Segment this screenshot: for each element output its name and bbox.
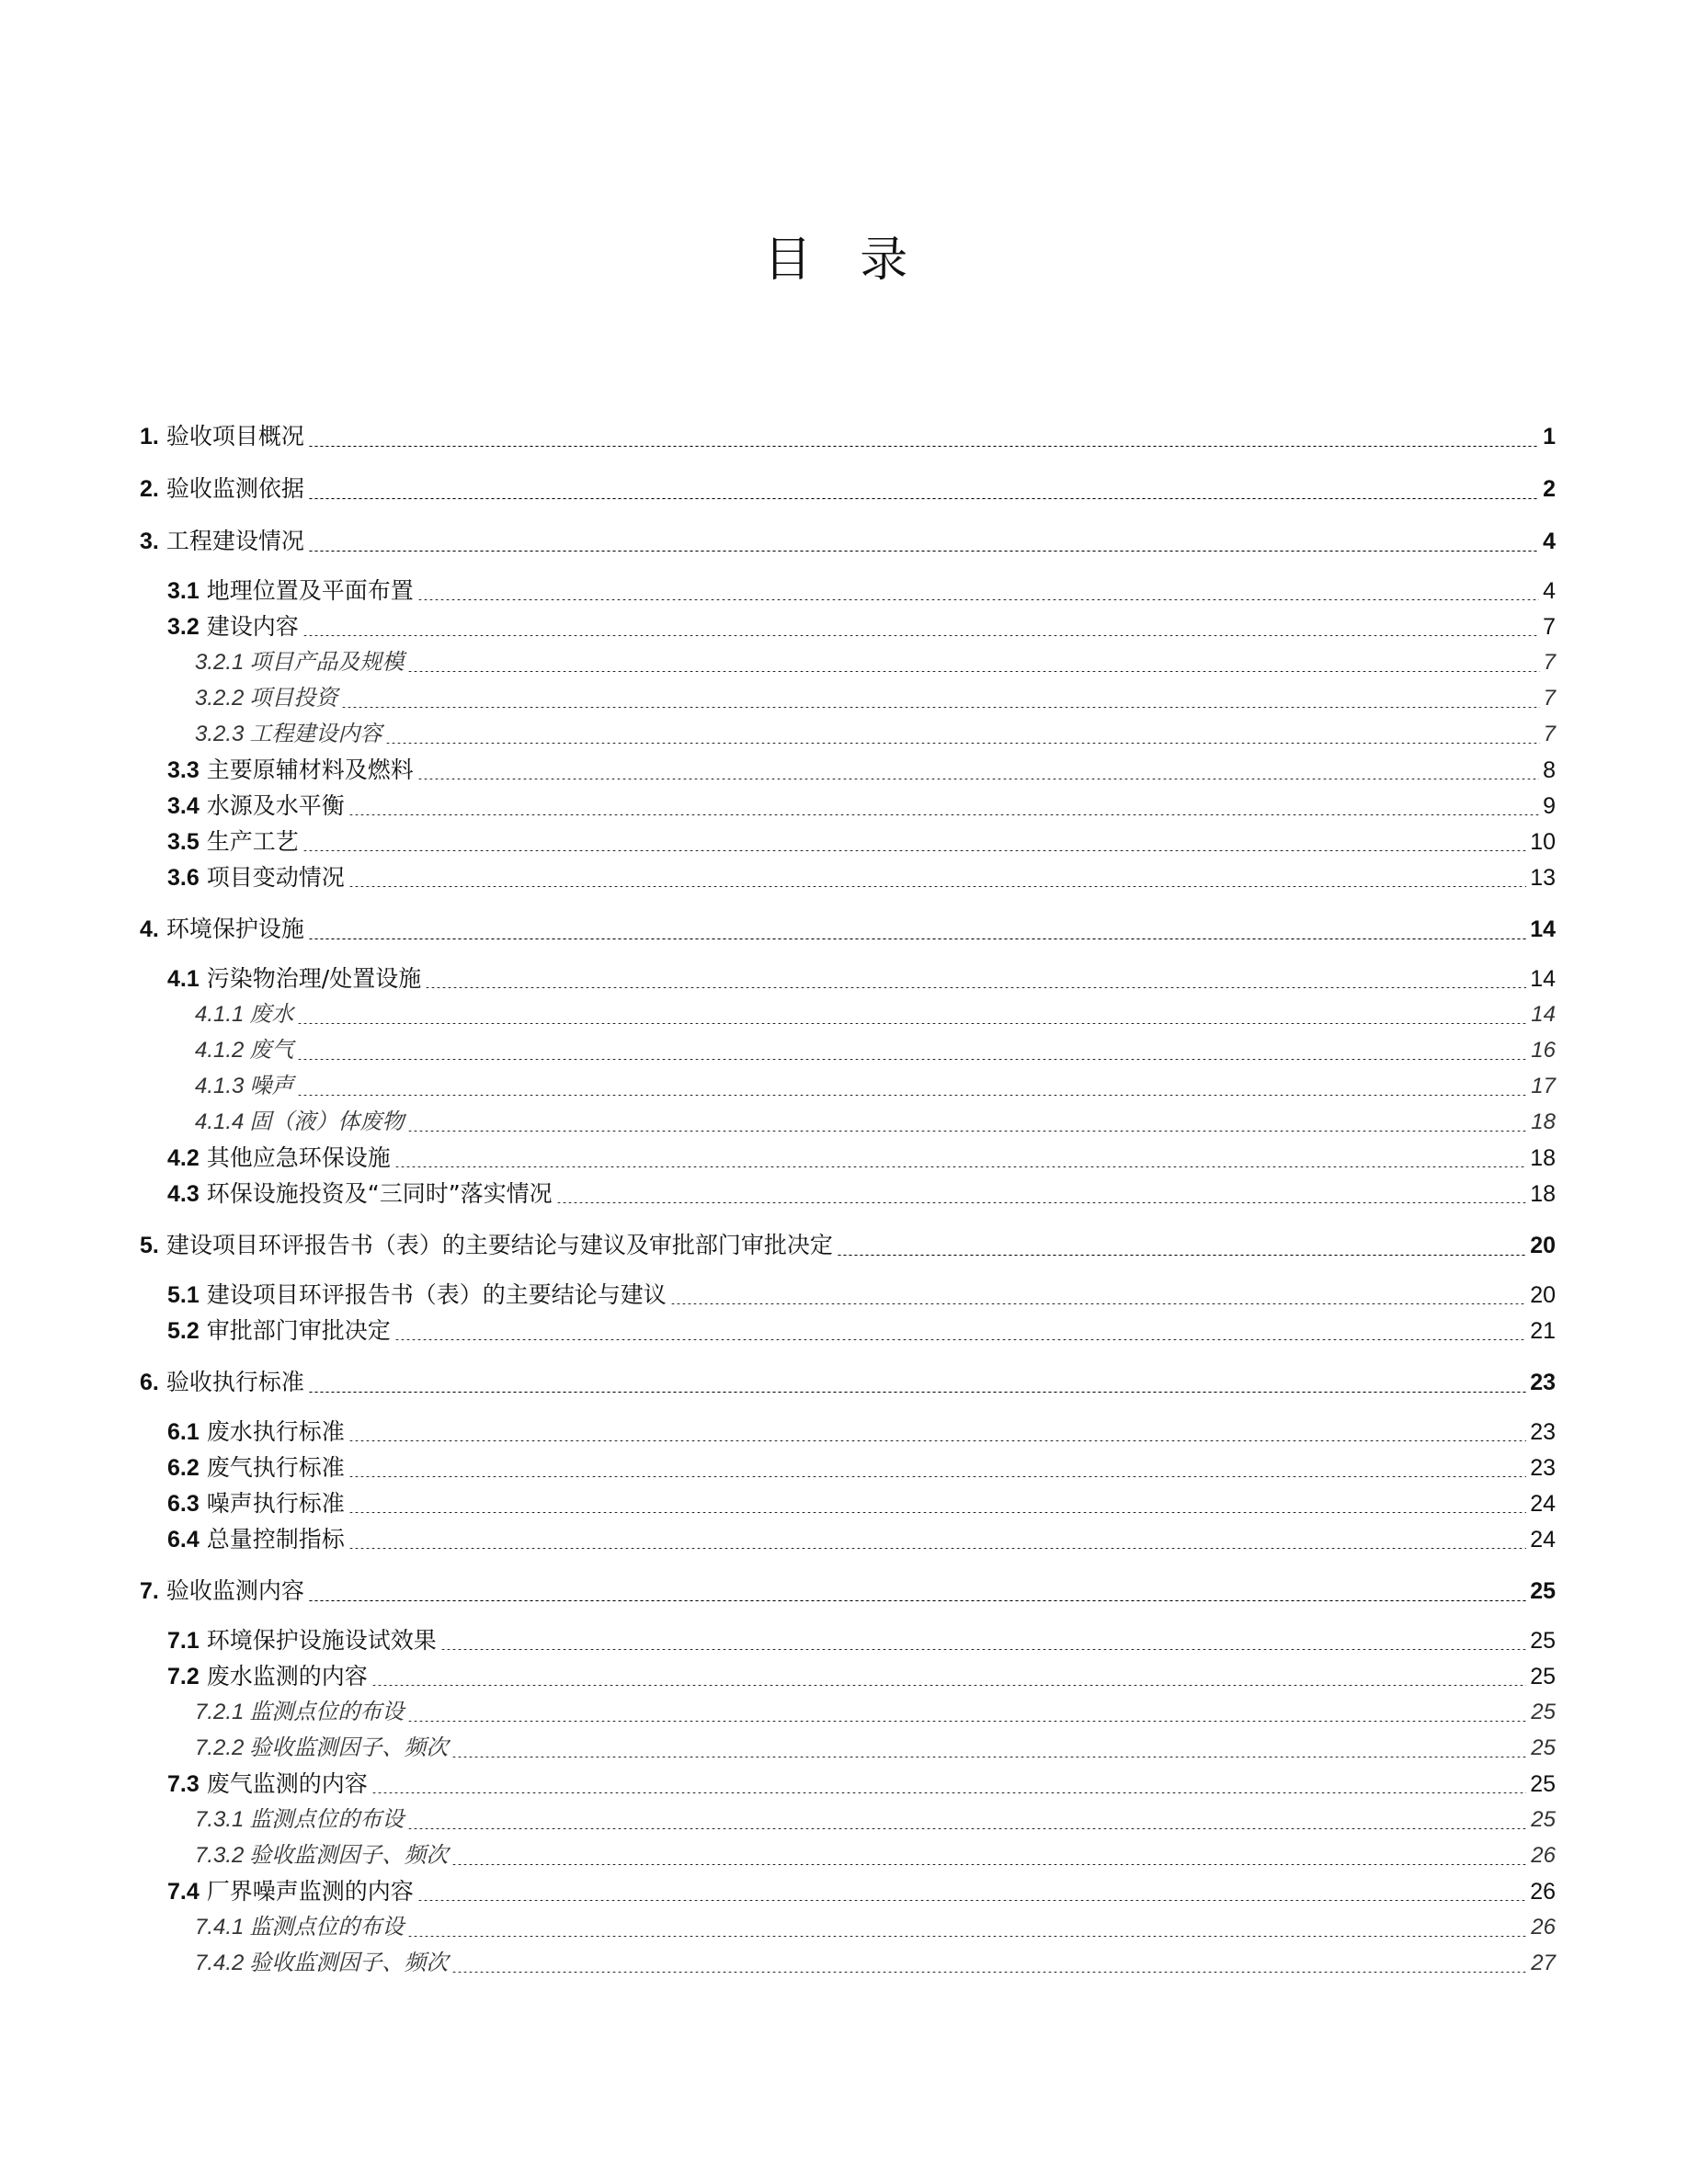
dot-leader: [425, 987, 1526, 988]
toc-entry-label: 项目变动情况: [206, 864, 345, 891]
dot-leader: [302, 850, 1526, 851]
toc-entry[interactable]: [140, 418, 1556, 455]
toc-entry[interactable]: [140, 1802, 1556, 1837]
dot-leader: [308, 1600, 1526, 1601]
dot-leader: [348, 1512, 1526, 1513]
toc-entry-label: 其他应急环保设施: [206, 1144, 391, 1171]
toc-entry[interactable]: [140, 644, 1556, 680]
toc-entry-label: 废气监测的内容: [206, 1770, 368, 1797]
dot-leader: [371, 1792, 1526, 1793]
toc-entry-page-number: 26: [1531, 1843, 1556, 1868]
toc-entry[interactable]: [140, 1140, 1556, 1176]
dot-leader: [308, 551, 1539, 552]
toc-entry-label: 验收监测因子、频次: [249, 1950, 449, 1975]
toc-entry-page-number: 25: [1531, 1807, 1556, 1832]
toc-entry-label: 污染物治理/处置设施: [206, 965, 422, 992]
toc-entry-number: 1.: [140, 424, 159, 449]
toc-entry-label: 建设项目环评报告书（表）的主要结论与建议: [206, 1281, 667, 1308]
dot-leader: [407, 671, 1539, 672]
toc-entry-number: 2.: [140, 476, 159, 502]
toc-entry-page-number: 25: [1530, 1628, 1556, 1654]
dot-leader: [348, 1548, 1526, 1549]
toc-entry-page-number: 21: [1530, 1318, 1556, 1344]
toc-entry-label: 废水执行标准: [206, 1418, 345, 1445]
dot-leader: [348, 1440, 1526, 1441]
toc-entry-label: 废气: [249, 1037, 294, 1063]
dot-leader: [297, 1059, 1527, 1060]
toc-entry-label: 生产工艺: [206, 828, 299, 855]
toc-entry-page-number: 14: [1530, 916, 1556, 942]
toc-entry-number: 7.4.1: [195, 1915, 245, 1939]
toc-entry[interactable]: [140, 1176, 1556, 1211]
toc-entry[interactable]: [140, 752, 1556, 788]
toc-entry[interactable]: [140, 996, 1556, 1032]
toc-entry-page-number: 13: [1530, 865, 1556, 891]
toc-entry-label: 废水: [249, 1001, 294, 1027]
toc-entry-page-number: 2: [1543, 476, 1556, 502]
toc-entry-page-number: 23: [1530, 1370, 1556, 1395]
toc-entry-number: 7.2.1: [195, 1700, 245, 1724]
toc-entry-number: 7.2: [167, 1664, 200, 1689]
toc-entry[interactable]: [140, 1622, 1556, 1658]
toc-entry-label: 环境保护设施设试效果: [206, 1627, 437, 1654]
toc-entry-number: 3.5: [167, 829, 200, 855]
toc-entry-page-number: 23: [1530, 1455, 1556, 1481]
toc-entry[interactable]: [140, 1313, 1556, 1348]
dot-leader: [670, 1303, 1526, 1304]
toc-entry-page-number: 16: [1531, 1038, 1556, 1063]
toc-entry-page-number: 7: [1543, 686, 1556, 711]
dot-leader: [407, 1721, 1527, 1722]
dot-leader: [341, 707, 1539, 708]
toc-entry[interactable]: [140, 824, 1556, 859]
toc-entry-page-number: 1: [1543, 424, 1556, 449]
toc-entry[interactable]: [140, 1032, 1556, 1068]
toc-entry-number: 6.: [140, 1370, 159, 1395]
toc-entry-page-number: 26: [1531, 1915, 1556, 1939]
toc-entry-number: 4.1.1: [195, 1002, 245, 1027]
toc-entry-label: 项目投资: [249, 685, 338, 711]
dot-leader: [308, 1392, 1526, 1393]
toc-entry-label: 验收监测因子、频次: [249, 1842, 449, 1868]
toc-entry-page-number: 20: [1530, 1233, 1556, 1258]
toc-entry-label: 项目产品及规模: [249, 649, 405, 675]
dot-leader: [297, 1023, 1527, 1024]
table-of-contents: [140, 418, 1556, 1981]
toc-entry[interactable]: [140, 1658, 1556, 1694]
toc-entry-label: 验收执行标准: [165, 1369, 304, 1395]
toc-entry-label: 工程建设情况: [165, 528, 304, 554]
toc-entry-label: 总量控制指标: [206, 1526, 345, 1553]
toc-entry-page-number: 25: [1530, 1664, 1556, 1689]
toc-entry-number: 3.2.2: [195, 686, 245, 711]
toc-entry-label: 噪声执行标准: [206, 1490, 345, 1517]
toc-entry[interactable]: [140, 1104, 1556, 1140]
toc-entry-page-number: 25: [1530, 1578, 1556, 1604]
toc-entry[interactable]: [140, 961, 1556, 996]
toc-entry-page-number: 18: [1530, 1181, 1556, 1207]
toc-entry-page-number: 25: [1531, 1735, 1556, 1760]
dot-leader: [302, 635, 1539, 636]
toc-entry-number: 7.4.2: [195, 1951, 245, 1975]
toc-entry-number: 7.3.1: [195, 1807, 245, 1832]
toc-entry-number: 7.2.2: [195, 1735, 245, 1760]
toc-entry-number: 3.1: [167, 578, 200, 604]
toc-entry[interactable]: [140, 1909, 1556, 1945]
dot-leader: [308, 446, 1539, 447]
toc-entry[interactable]: [140, 1414, 1556, 1450]
toc-entry-number: 7.4: [167, 1879, 200, 1905]
dot-leader: [837, 1255, 1526, 1256]
dot-leader: [394, 1166, 1526, 1167]
toc-entry[interactable]: [140, 1573, 1556, 1610]
dot-leader: [348, 886, 1526, 887]
toc-entry-number: 4.1.3: [195, 1074, 245, 1098]
toc-entry-label: 验收监测内容: [165, 1577, 304, 1604]
toc-entry-label: 噪声: [249, 1073, 294, 1098]
toc-entry[interactable]: [140, 1837, 1556, 1873]
toc-entry-page-number: 8: [1543, 757, 1556, 783]
dot-leader: [407, 1131, 1527, 1132]
toc-entry-number: 3.6: [167, 865, 200, 891]
toc-entry[interactable]: [140, 1521, 1556, 1557]
toc-entry-number: 3.3: [167, 757, 200, 783]
toc-entry[interactable]: [140, 680, 1556, 716]
toc-entry-label: 主要原辅材料及燃料: [206, 756, 414, 783]
dot-leader: [385, 743, 1539, 744]
toc-entry-number: 4.1: [167, 966, 200, 992]
toc-entry-page-number: 14: [1530, 966, 1556, 992]
toc-entry-page-number: 10: [1530, 829, 1556, 855]
toc-entry-label: 验收监测因子、频次: [249, 1735, 449, 1760]
toc-entry[interactable]: [140, 609, 1556, 644]
toc-entry[interactable]: [140, 1277, 1556, 1313]
toc-entry-number: 5.: [140, 1233, 159, 1258]
toc-entry-number: 7.3.2: [195, 1843, 245, 1868]
toc-entry-page-number: 7: [1543, 650, 1556, 675]
dot-leader: [407, 1936, 1527, 1937]
toc-entry-label: 监测点位的布设: [249, 1806, 405, 1832]
toc-entry-label: 监测点位的布设: [249, 1699, 405, 1724]
toc-entry[interactable]: [140, 1694, 1556, 1730]
toc-entry-number: 4.1.2: [195, 1038, 245, 1063]
toc-entry-number: 4.3: [167, 1181, 200, 1207]
dot-leader: [556, 1202, 1527, 1203]
dot-leader: [451, 1972, 1527, 1973]
toc-entry-label: 地理位置及平面布置: [206, 577, 414, 604]
toc-entry-label: 审批部门审批决定: [206, 1317, 391, 1344]
toc-entry[interactable]: [140, 573, 1556, 609]
toc-entry-label: 工程建设内容: [249, 721, 382, 746]
dot-leader: [371, 1685, 1526, 1686]
dot-leader: [440, 1649, 1526, 1650]
toc-entry-page-number: 14: [1531, 1002, 1556, 1027]
toc-entry[interactable]: [140, 1450, 1556, 1485]
toc-entry-number: 5.2: [167, 1318, 200, 1344]
dot-leader: [348, 1476, 1526, 1477]
toc-entry-label: 验收监测依据: [165, 475, 304, 502]
toc-entry[interactable]: [140, 1766, 1556, 1802]
toc-entry[interactable]: [140, 788, 1556, 824]
toc-entry-page-number: 25: [1530, 1771, 1556, 1797]
toc-entry-number: 3.2: [167, 614, 200, 640]
toc-entry[interactable]: [140, 523, 1556, 560]
dot-leader: [451, 1864, 1527, 1865]
toc-entry-number: 7.3: [167, 1771, 200, 1797]
toc-entry-page-number: 18: [1531, 1109, 1556, 1134]
toc-entry[interactable]: [140, 859, 1556, 895]
toc-entry-number: 3.4: [167, 793, 200, 819]
toc-entry[interactable]: [140, 1364, 1556, 1401]
toc-entry-page-number: 26: [1530, 1879, 1556, 1905]
toc-entry-label: 厂界噪声监测的内容: [206, 1878, 414, 1905]
toc-entry[interactable]: [140, 716, 1556, 752]
toc-entry-page-number: 7: [1543, 722, 1556, 746]
toc-entry-page-number: 9: [1543, 793, 1556, 819]
toc-entry[interactable]: [140, 1068, 1556, 1104]
toc-entry-label: 固（液）体废物: [249, 1109, 405, 1134]
toc-entry-number: 3.: [140, 529, 159, 554]
toc-entry-page-number: 4: [1543, 578, 1556, 604]
toc-entry-number: 6.2: [167, 1455, 200, 1481]
toc-entry-number: 6.3: [167, 1491, 200, 1517]
toc-entry-page-number: 25: [1531, 1700, 1556, 1724]
page-title: 目 录: [763, 232, 925, 288]
toc-entry-label: 环境保护设施: [165, 916, 304, 942]
toc-entry-label: 废水监测的内容: [206, 1663, 368, 1689]
toc-entry-page-number: 17: [1531, 1074, 1556, 1098]
toc-entry-number: 4.2: [167, 1145, 200, 1171]
toc-entry-label: 建设项目环评报告书（表）的主要结论与建议及审批部门审批决定: [165, 1232, 833, 1258]
dot-leader: [417, 599, 1539, 600]
toc-entry-page-number: 18: [1530, 1145, 1556, 1171]
toc-entry-label: 验收项目概况: [165, 423, 304, 449]
dot-leader: [394, 1339, 1526, 1340]
toc-entry[interactable]: [140, 1730, 1556, 1766]
toc-entry-page-number: 7: [1543, 614, 1556, 640]
toc-entry[interactable]: [140, 1485, 1556, 1521]
toc-entry-label: 水源及水平衡: [206, 792, 345, 819]
toc-entry-page-number: 24: [1530, 1491, 1556, 1517]
dot-leader: [308, 938, 1526, 939]
toc-entry[interactable]: [140, 1945, 1556, 1981]
dot-leader: [348, 814, 1539, 815]
toc-entry-number: 4.1.4: [195, 1109, 245, 1134]
dot-leader: [407, 1828, 1527, 1829]
toc-entry-number: 5.1: [167, 1282, 200, 1308]
toc-entry-page-number: 4: [1543, 529, 1556, 554]
toc-entry[interactable]: [140, 911, 1556, 948]
dot-leader: [417, 1900, 1526, 1901]
toc-entry-number: 6.4: [167, 1527, 200, 1553]
toc-entry-page-number: 20: [1530, 1282, 1556, 1308]
toc-entry-number: 6.1: [167, 1419, 200, 1445]
toc-entry-number: 3.2.1: [195, 650, 245, 675]
toc-entry-number: 3.2.3: [195, 722, 245, 746]
toc-entry-number: 4.: [140, 916, 159, 942]
toc-entry[interactable]: [140, 1227, 1556, 1264]
toc-entry-label: 环保设施投资及“三同时”落实情况: [206, 1180, 553, 1207]
toc-entry-page-number: 24: [1530, 1527, 1556, 1553]
toc-entry-page-number: 23: [1530, 1419, 1556, 1445]
toc-entry-number: 7.: [140, 1578, 159, 1604]
toc-entry-label: 废气执行标准: [206, 1454, 345, 1481]
toc-entry-page-number: 27: [1531, 1951, 1556, 1975]
toc-entry-number: 7.1: [167, 1628, 200, 1654]
toc-entry[interactable]: [140, 1873, 1556, 1909]
toc-entry[interactable]: [140, 471, 1556, 507]
toc-entry-label: 建设内容: [206, 613, 299, 640]
dot-leader: [308, 498, 1539, 499]
toc-entry-label: 监测点位的布设: [249, 1914, 405, 1939]
dot-leader: [297, 1095, 1527, 1096]
